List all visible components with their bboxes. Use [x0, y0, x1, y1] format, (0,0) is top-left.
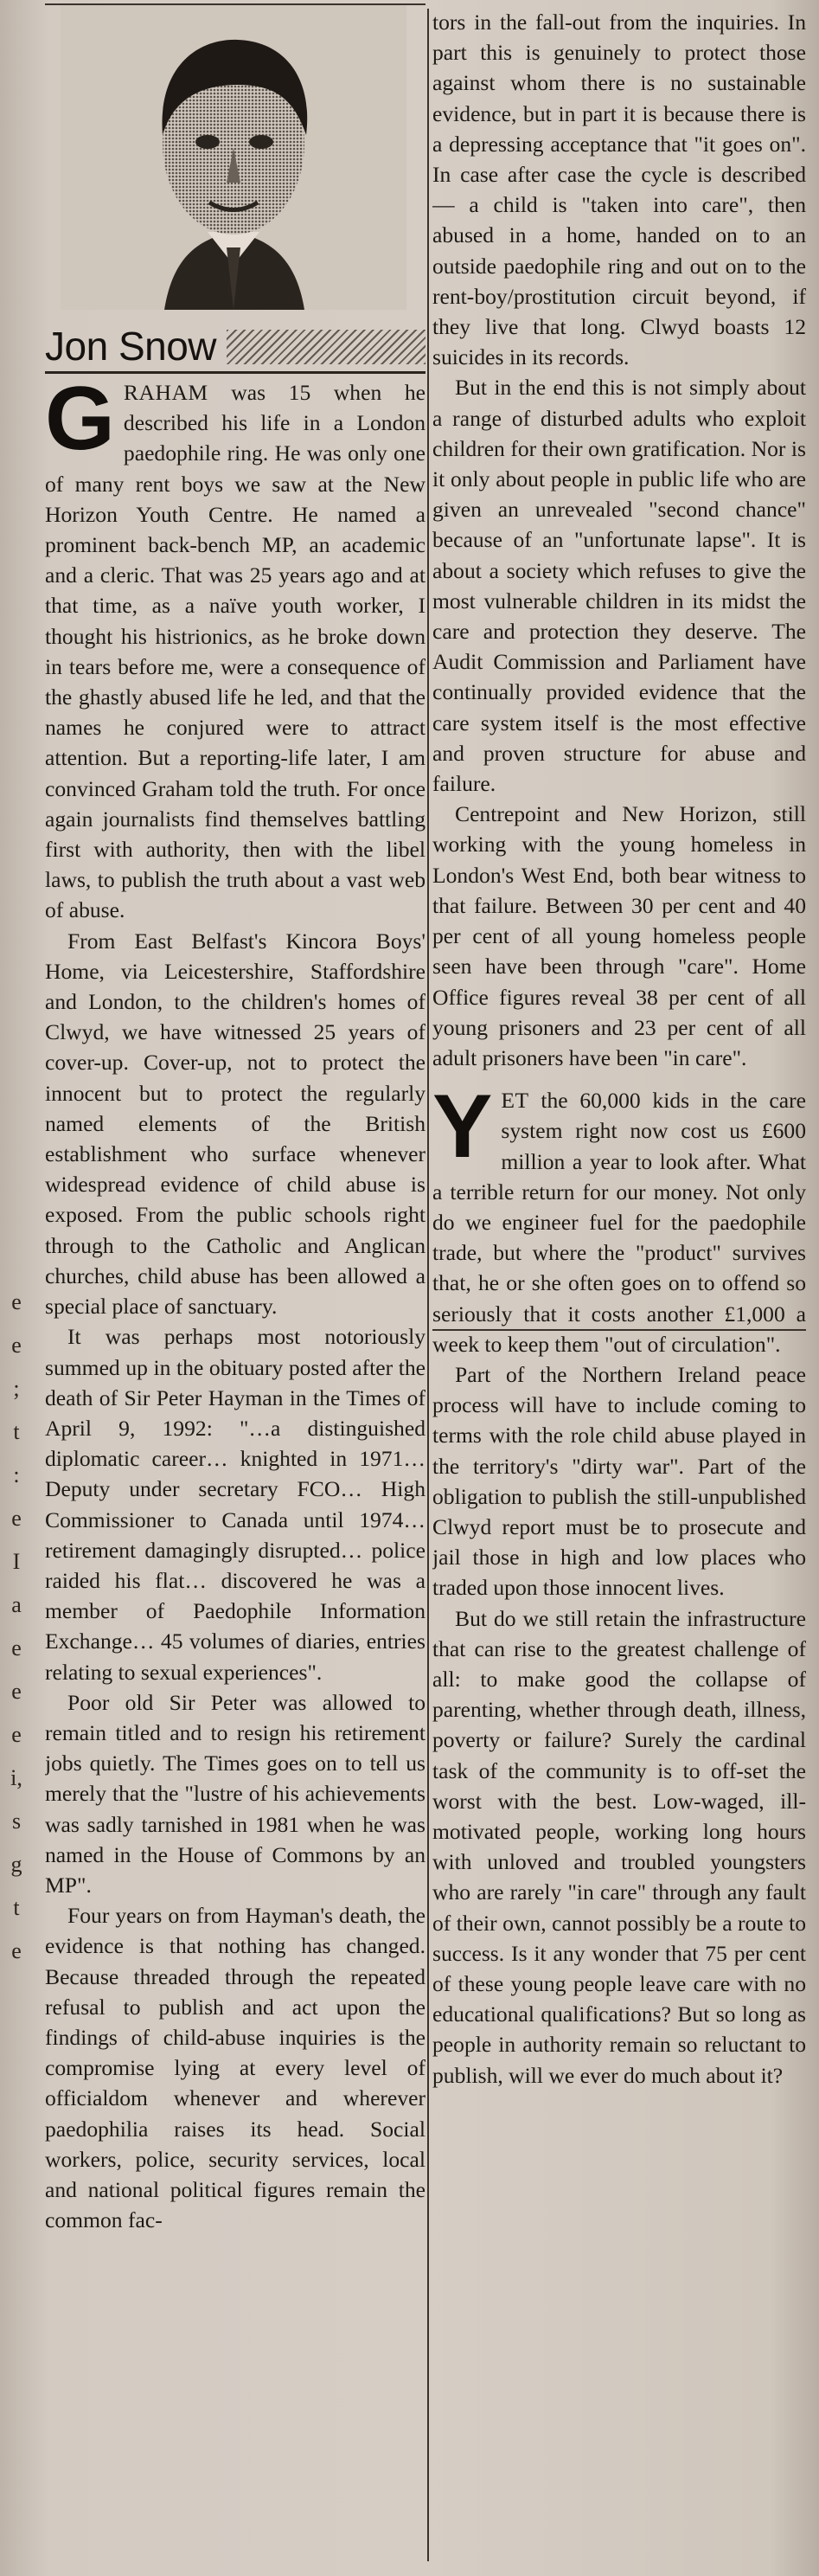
drop-cap: Y	[432, 1076, 493, 1178]
paragraph: It was perhaps most notoriously summed up in the obituary posted after the death of Sir Peter Hayman in the Times of April 9, 1992: "…a distinguished diplomatic career… knighted in 1971… Deputy under secretary FCO… High Commissioner to Canada until 1974… retirement damagingly disrupted… police raided his flat… discovered he was a member of Paedophile Information Exchange… 45 volumes of diaries, entries relating to sexual experiences".	[45, 1324, 425, 1685]
gutter-letter: i,	[10, 1765, 22, 1790]
paragraph: Four years on from Hayman's death, the evidence is that nothing has changed. Because threaded through the repeated refusal to publish and act upon the findings of child-abuse inquiries is the compromise lying at every level of officialdom whenever and wherever paedophilia raises its head. Social workers, police, security services, local and national political figures remain the common fac-	[45, 1903, 425, 2233]
gutter-letter: s	[11, 1808, 22, 1834]
column-left	[45, 0, 425, 2576]
gutter-letter: e	[11, 1506, 22, 1531]
lead-word: ET	[501, 1088, 529, 1114]
gutter-letter: ;	[13, 1376, 20, 1401]
gutter-letter: t	[13, 1895, 20, 1920]
author-name: Jon Snow	[45, 324, 217, 369]
paragraph: tors in the fall-out from the inquiries. In part this is genuinely to protect those against whom there is no sustainable evidence, but in part it is because there is a depressing acceptance that "it goes on". In case after case the cycle is described — a child is "taken into care", then abused in a home, handed on to an outside paedophile ring and out on to the rent-boy/prostitution circuit beyond, if they live that long. Clwyd boasts 12 suicides in its records.	[432, 10, 806, 370]
gutter-letter: e	[11, 1722, 22, 1747]
gutter-letter: g	[10, 1852, 22, 1877]
lead-word: RAHAM	[123, 380, 208, 405]
paragraph: Centrepoint and New Horizon, still working with the young homeless in London's West End, both bear witness to that failure. Between 30 per cent and 40 per cent of all young homeless people seen have been through "care". Home Office figures reveal 38 per cent of all young prisoners and 23 per cent of all adult prisoners have been "in care".	[432, 801, 806, 1070]
gutter-letter: a	[11, 1592, 22, 1617]
paragraph: Part of the Northern Ireland peace process will have to include coming to terms with the role child abuse played in the territory's "dirty war". Part of the obligation to publish the still-unpublished Clwyd report must be to prosecute and jail those in high and low places who traded upon those innocent lives.	[432, 1361, 806, 1601]
gutter-letter: I	[12, 1549, 21, 1574]
paragraph: GRAHAM was 15 when he described his life in a London paedophile ring. He was only one of many rent boys we saw at the New Horizon Youth Centre. He named a prominent back-bench MP, an academic and a cleric. That was 25 years ago and at that time, as a naïve youth worker, I thought his histrionics, as he broke down in tears before me, were a consequence of the ghastly abused life he led, and that the names he conjured were to attract attention. But a reporting-life later, I am convinced Graham told the truth. For once again journalists find themselves battling first with authority, then with the libel laws, to publish the truth about a vast web of abuse.	[45, 369, 425, 923]
gutter-letter: e	[11, 1938, 22, 1963]
cropped-gutter-letters	[0, 1281, 33, 2561]
paragraph: Poor old Sir Peter was allowed to remain titled and to resign his retirement jobs quietly. The Times goes on to tell us merely that the "lustre of his achievements was sadly tarnished in 1981 when he was named in the House of Commons by an MP".	[45, 1689, 425, 1898]
column-right	[432, 0, 806, 2576]
gutter-letter: e	[11, 1635, 22, 1661]
gutter-letter: e	[11, 1333, 22, 1358]
gutter-letter: t	[13, 1419, 20, 1444]
drop-cap: G	[45, 369, 115, 469]
paragraph: YET the 60,000 kids in the care system right now cost us £600 million a year to look after. What a terrible return for our money. Not only do we engineer fuel for the paedophile trade, but where the "product" survives that, he or she often goes on to offend so seriously that it costs another £1,000 a week to keep them "out of circulation".	[432, 1076, 806, 1357]
paragraph: From East Belfast's Kincora Boys' Home, via Leicestershire, Staffordshire and London, to the children's homes of Clwyd, we have witnessed 25 years of cover-up. Cover-up, not to protect the innocent but to protect the regularly named elements of the British establishment who surface whenever widespread evidence of child abuse is exposed. From the public schools right through to the Catholic and Anglican churches, child abuse has been allowed a special place of sanctuary.	[45, 928, 425, 1320]
paragraph: But in the end this is not simply about a range of disturbed adults who exploit children for their own gratification. Nor is it only about people in public life who are given an unrevealed "second chance" because of an "unfortunate lapse". It is about a society which refuses to give the most vulnerable children in its midst the care and protection they deserve. The Audit Commission and Parliament have continually provided evidence that the care system itself is the most effective and proven structure for abuse and failure.	[432, 375, 806, 797]
gutter-letter: e	[11, 1679, 22, 1704]
gutter-letter: e	[11, 1289, 22, 1314]
paragraph: But do we still retain the infrastructure that can rise to the greatest challenge of all: to make good the collapse of parenting, whether through death, illness, poverty or failure? Surely the cardinal task of the community is to off-set the worst with the best. Low-waged, ill-motivated people, working long hours with unloved and troubled youngsters who are rarely "in care" through any fault of their own, cannot possibly be a route to success. Is it any wonder that 75 per cent of these young people leave care with no educational qualifications? But so long as people in authority remain so reluctant to publish, will we ever do much about it?	[432, 1605, 806, 2088]
gutter-letter: :	[13, 1462, 20, 1487]
column-divider	[427, 9, 429, 2561]
